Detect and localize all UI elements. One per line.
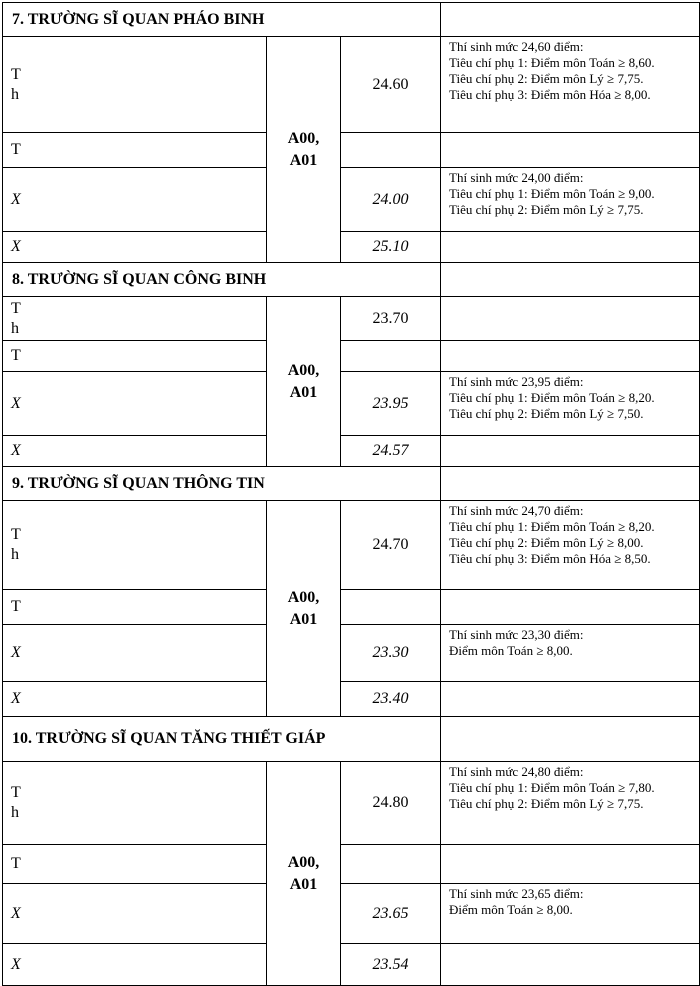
benchmark-score: 23.65 xyxy=(341,884,441,944)
candidate-description xyxy=(3,590,267,625)
criteria-line: Thí sinh mức 24,60 điểm: xyxy=(449,39,584,54)
table-row xyxy=(3,884,700,944)
description-line: h xyxy=(11,546,19,563)
benchmark-score: 23.95 xyxy=(341,372,441,436)
table-row xyxy=(3,501,700,590)
tiebreak-criteria xyxy=(441,845,700,884)
table-row xyxy=(3,944,700,986)
benchmark-score: 23.30 xyxy=(341,625,441,682)
benchmark-score: 24.80 xyxy=(341,762,441,845)
table-row xyxy=(3,845,700,884)
table-row xyxy=(3,133,700,168)
description-line: T xyxy=(11,526,21,543)
description-line: T xyxy=(11,299,21,317)
criteria-line: Tiêu chí phụ 1: Điểm môn Toán ≥ 7,80. xyxy=(449,780,655,795)
candidate-description xyxy=(3,37,267,133)
description-line: X xyxy=(11,238,21,255)
criteria-line: Tiêu chí phụ 2: Điểm môn Lý ≥ 8,00. xyxy=(449,535,644,550)
subject-block-line: A00, xyxy=(287,361,320,379)
tiebreak-criteria xyxy=(441,884,700,944)
description-line: T xyxy=(11,141,21,158)
subject-block-line: A00, xyxy=(287,588,320,606)
section-note-cell xyxy=(441,263,700,297)
section-note-cell xyxy=(441,3,700,37)
candidate-description xyxy=(3,884,267,944)
criteria-line: Thí sinh mức 23,95 điểm: xyxy=(449,374,584,389)
subject-block xyxy=(267,37,341,263)
criteria-line: Tiêu chí phụ 1: Điểm môn Toán ≥ 8,20. xyxy=(449,390,655,405)
section-header-row xyxy=(3,3,700,37)
subject-block-line: A00, xyxy=(287,853,320,871)
tiebreak-criteria xyxy=(441,762,700,845)
benchmark-score: 24.60 xyxy=(341,37,441,133)
tiebreak-criteria xyxy=(441,372,700,436)
tiebreak-criteria xyxy=(441,37,700,133)
tiebreak-criteria xyxy=(441,133,700,168)
criteria-line: Thí sinh mức 23,30 điểm: xyxy=(449,627,584,642)
description-line: X xyxy=(11,904,21,922)
table-row xyxy=(3,37,700,133)
table-row xyxy=(3,762,700,845)
benchmark-score: 24.57 xyxy=(341,436,441,467)
benchmark-score: 23.54 xyxy=(341,944,441,986)
candidate-description xyxy=(3,168,267,232)
table-row xyxy=(3,625,700,682)
description-line: h xyxy=(11,319,19,337)
section-note-cell xyxy=(441,717,700,762)
criteria-line: Tiêu chí phụ 3: Điểm môn Hóa ≥ 8,00. xyxy=(449,87,651,102)
section-title: 10. TRƯỜNG SĨ QUAN TĂNG THIẾT GIÁP xyxy=(3,717,441,762)
benchmark-score xyxy=(341,590,441,625)
tiebreak-criteria xyxy=(441,297,700,341)
criteria-line: Thí sinh mức 24,70 điểm: xyxy=(449,503,584,518)
description-line: X xyxy=(11,442,21,459)
section-title: 9. TRƯỜNG SĨ QUAN THÔNG TIN xyxy=(3,467,441,501)
benchmark-score: 24.70 xyxy=(341,501,441,590)
criteria-line: Tiêu chí phụ 1: Điểm môn Toán ≥ 8,60. xyxy=(449,55,655,70)
tiebreak-criteria xyxy=(441,168,700,232)
admission-scores-table xyxy=(2,2,700,986)
criteria-line: Tiêu chí phụ 3: Điểm môn Hóa ≥ 8,50. xyxy=(449,551,651,566)
description-line: T xyxy=(11,65,21,83)
tiebreak-criteria xyxy=(441,590,700,625)
subject-block-line: A01 xyxy=(289,875,318,893)
criteria-line: Tiêu chí phụ 1: Điểm môn Toán ≥ 9,00. xyxy=(449,186,655,201)
benchmark-score: 25.10 xyxy=(341,232,441,263)
subject-block-line: A01 xyxy=(289,383,318,401)
candidate-description xyxy=(3,845,267,884)
benchmark-score xyxy=(341,845,441,884)
table-row xyxy=(3,590,700,625)
table-row xyxy=(3,341,700,372)
candidate-description xyxy=(3,133,267,168)
criteria-line: Thí sinh mức 23,65 điểm: xyxy=(449,886,584,901)
section-header-row xyxy=(3,717,700,762)
subject-block-line: A01 xyxy=(289,151,318,169)
section-title: 8. TRƯỜNG SĨ QUAN CÔNG BINH xyxy=(3,263,441,297)
description-line: h xyxy=(11,804,19,821)
candidate-description xyxy=(3,297,267,341)
table-row xyxy=(3,232,700,263)
criteria-line: Tiêu chí phụ 2: Điểm môn Lý ≥ 7,50. xyxy=(449,406,644,421)
section-header-row xyxy=(3,263,700,297)
benchmark-score xyxy=(341,341,441,372)
criteria-line: Điểm môn Toán ≥ 8,00. xyxy=(449,902,573,917)
section-header-row xyxy=(3,467,700,501)
tiebreak-criteria xyxy=(441,944,700,986)
section-title: 7. TRƯỜNG SĨ QUAN PHÁO BINH xyxy=(3,3,441,37)
candidate-description xyxy=(3,341,267,372)
table-row xyxy=(3,168,700,232)
criteria-line: Điểm môn Toán ≥ 8,00. xyxy=(449,643,573,658)
subject-block-line: A01 xyxy=(289,610,318,628)
description-line: X xyxy=(11,394,21,412)
candidate-description xyxy=(3,436,267,467)
description-line: X xyxy=(11,955,21,973)
criteria-line: Tiêu chí phụ 1: Điểm môn Toán ≥ 8,20. xyxy=(449,519,655,534)
subject-block xyxy=(267,297,341,467)
subject-block xyxy=(267,762,341,986)
criteria-line: Thí sinh mức 24,80 điểm: xyxy=(449,764,584,779)
criteria-line: Thí sinh mức 24,00 điểm: xyxy=(449,170,584,185)
tiebreak-criteria xyxy=(441,501,700,590)
description-line: T xyxy=(11,598,21,615)
table-row xyxy=(3,297,700,341)
benchmark-score: 23.70 xyxy=(341,297,441,341)
candidate-description xyxy=(3,501,267,590)
criteria-line: Tiêu chí phụ 2: Điểm môn Lý ≥ 7,75. xyxy=(449,202,644,217)
candidate-description xyxy=(3,682,267,717)
tiebreak-criteria xyxy=(441,625,700,682)
benchmark-score: 24.00 xyxy=(341,168,441,232)
benchmark-score: 23.40 xyxy=(341,682,441,717)
criteria-line: Tiêu chí phụ 2: Điểm môn Lý ≥ 7,75. xyxy=(449,71,644,86)
table-row xyxy=(3,372,700,436)
tiebreak-criteria xyxy=(441,341,700,372)
candidate-description xyxy=(3,944,267,986)
benchmark-score xyxy=(341,133,441,168)
table-row xyxy=(3,436,700,467)
section-note-cell xyxy=(441,467,700,501)
table-body xyxy=(3,3,700,986)
description-line: T xyxy=(11,784,21,801)
description-line: X xyxy=(11,690,21,707)
candidate-description xyxy=(3,762,267,845)
candidate-description xyxy=(3,232,267,263)
description-line: h xyxy=(11,85,19,103)
tiebreak-criteria xyxy=(441,682,700,717)
candidate-description xyxy=(3,625,267,682)
tiebreak-criteria xyxy=(441,232,700,263)
description-line: T xyxy=(11,347,21,364)
description-line: T xyxy=(11,855,21,872)
subject-block xyxy=(267,501,341,717)
table-row xyxy=(3,682,700,717)
subject-block-line: A00, xyxy=(287,129,320,147)
criteria-line: Tiêu chí phụ 2: Điểm môn Lý ≥ 7,75. xyxy=(449,796,644,811)
description-line: X xyxy=(11,190,21,208)
tiebreak-criteria xyxy=(441,436,700,467)
description-line: X xyxy=(11,644,21,661)
candidate-description xyxy=(3,372,267,436)
